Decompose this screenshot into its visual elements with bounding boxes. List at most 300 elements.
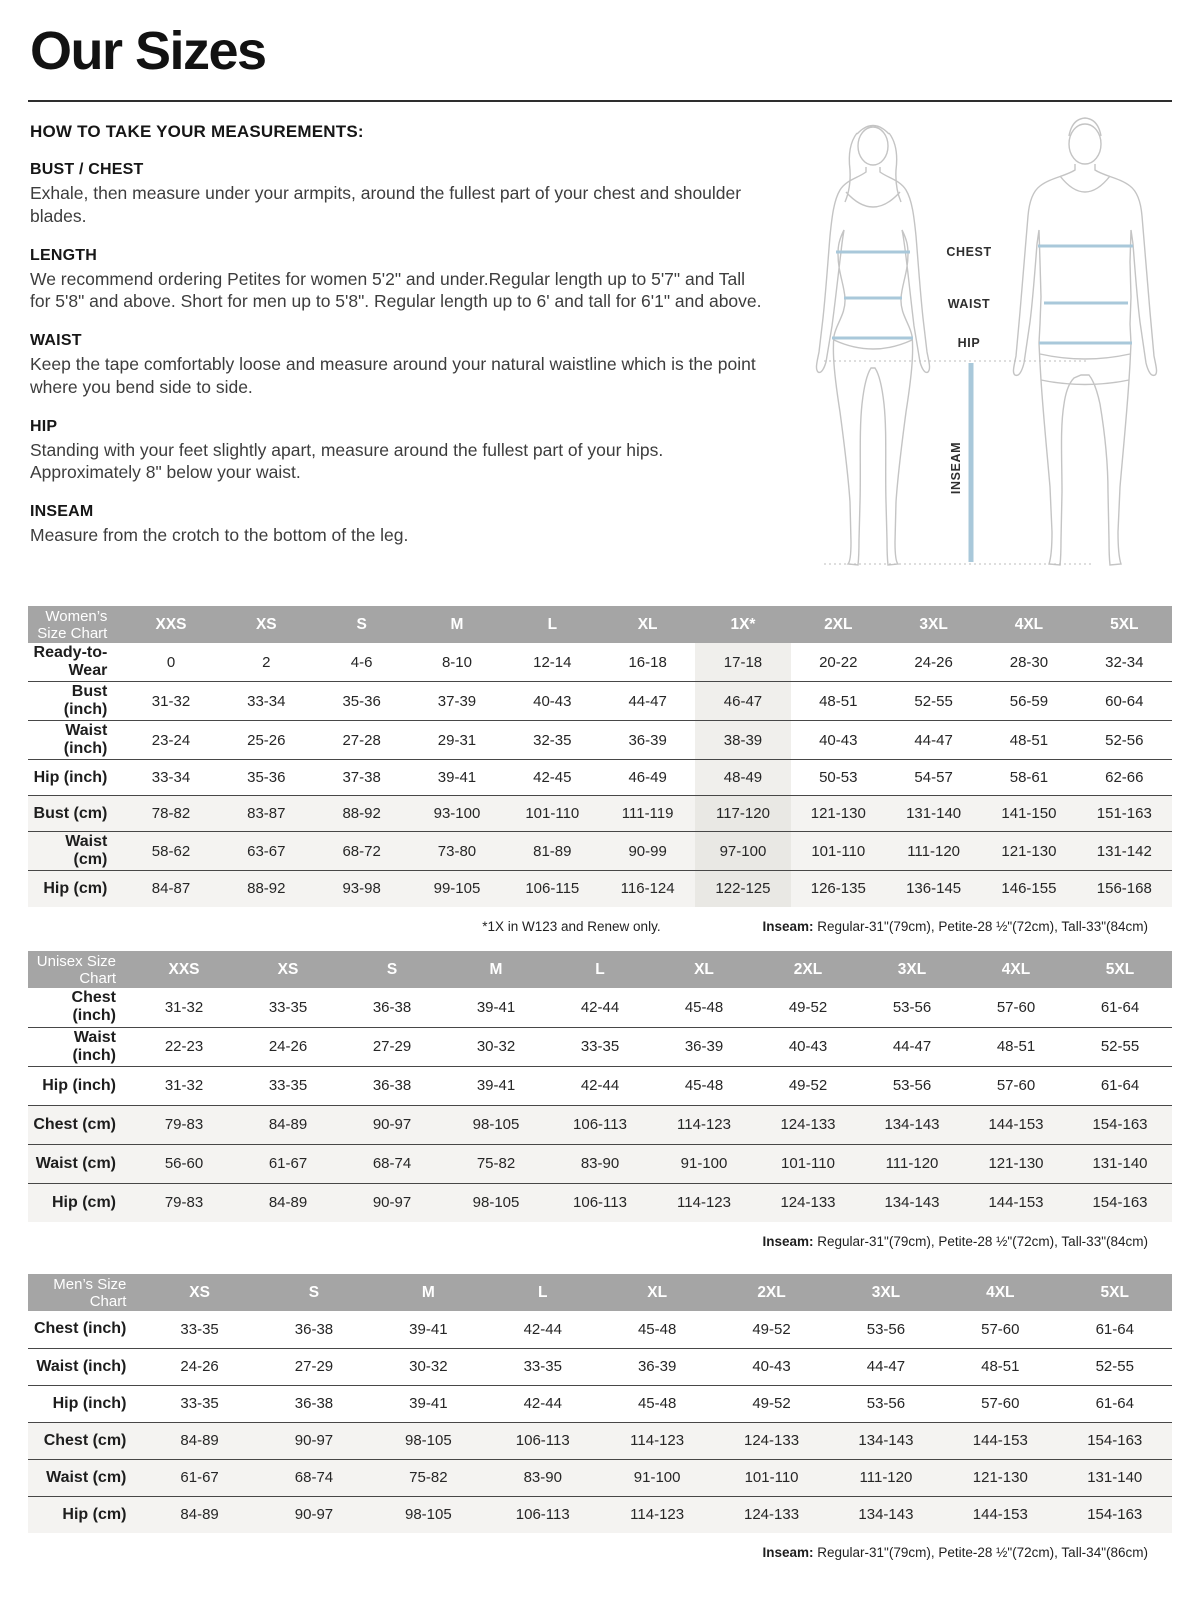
- size-col-header: M: [371, 1274, 485, 1311]
- size-cell: 39-41: [437, 769, 477, 786]
- size-cell: 114-123: [677, 1116, 731, 1133]
- table-row: [28, 643, 1172, 682]
- header-row: [28, 606, 1172, 643]
- size-cell: 27-29: [372, 1038, 412, 1055]
- size-cell: 39-41: [476, 998, 516, 1016]
- size-col-header: S: [314, 606, 409, 643]
- size-cell: 52-55: [1100, 1038, 1140, 1055]
- size-cell: 33-34: [247, 692, 286, 710]
- size-cell: 111-120: [859, 1469, 913, 1486]
- size-cell: 114-123: [677, 1194, 731, 1212]
- size-cell: 48-51: [996, 1038, 1036, 1055]
- size-cell: 62-66: [1105, 769, 1144, 786]
- size-cell: 27-29: [294, 1358, 334, 1375]
- row-label: Waist (inch): [63, 722, 108, 757]
- size-cell: 42-44: [580, 1077, 620, 1094]
- size-cell: 52-56: [1105, 731, 1144, 749]
- size-col-header: 4XL: [981, 606, 1076, 643]
- size-cell: 99-105: [433, 880, 481, 898]
- size-cell: 31-32: [164, 1077, 204, 1094]
- table-row: [28, 988, 1172, 1027]
- size-cell: 90-99: [628, 842, 667, 860]
- size-cell: 58-61: [1009, 769, 1049, 786]
- size-cell: 63-67: [247, 842, 286, 860]
- size-cell: 2: [262, 653, 271, 671]
- row-label: Waist (inch): [36, 1357, 127, 1375]
- size-col-header: 3XL: [860, 951, 964, 988]
- size-table-head: [28, 1274, 1172, 1311]
- section-title-bust-chest: BUST / CHEST: [30, 161, 144, 178]
- size-cell: 144-153: [988, 1194, 1044, 1212]
- measurement-diagram: [788, 112, 1160, 574]
- size-table: [28, 606, 1172, 907]
- row-label: Hip (inch): [42, 1076, 116, 1094]
- table-row: [28, 1144, 1172, 1183]
- woman-figure-outline: [816, 126, 929, 566]
- size-cell: 144-153: [988, 1116, 1044, 1133]
- size-col-header: 5XL: [1068, 951, 1172, 988]
- size-cell: 124-133: [780, 1194, 836, 1212]
- size-cell: 33-35: [580, 1038, 620, 1055]
- size-cell: 106-113: [573, 1116, 627, 1133]
- size-col-header: XXS: [123, 606, 218, 643]
- size-cell: 131-140: [906, 805, 962, 822]
- size-cell: 136-145: [906, 880, 962, 898]
- size-cell: 32-35: [533, 731, 572, 749]
- size-cell: 42-45: [533, 769, 572, 786]
- row-label: Bust (inch): [63, 683, 108, 718]
- size-cell: 33-35: [180, 1320, 219, 1338]
- size-cell: 27-28: [342, 731, 381, 749]
- size-cell: 126-135: [810, 880, 866, 898]
- size-cell: 98-105: [472, 1116, 520, 1133]
- size-cell: 36-38: [372, 998, 412, 1016]
- mens-size-chart: [28, 1274, 1172, 1565]
- size-cell: 131-140: [1092, 1155, 1148, 1172]
- row-label: Waist (cm): [46, 1468, 127, 1486]
- size-cell: 24-26: [268, 1038, 308, 1055]
- table-row: [28, 796, 1172, 832]
- size-cell: 61-64: [1100, 998, 1140, 1016]
- size-cell: 79-83: [164, 1116, 204, 1133]
- size-table: [28, 1274, 1172, 1533]
- size-cell: 84-87: [151, 880, 191, 898]
- size-cell: 84-89: [180, 1432, 219, 1449]
- size-cell: 36-38: [294, 1395, 334, 1412]
- footnote-asterisk-note: *1X in W123 and Renew only.: [482, 918, 661, 934]
- size-col-header: XL: [600, 606, 695, 643]
- row-label: Chest (inch): [33, 1320, 127, 1338]
- title-divider: [28, 100, 1172, 102]
- size-cell: 154-163: [1092, 1194, 1148, 1212]
- size-cell: 44-47: [892, 1038, 932, 1055]
- size-col-header: XS: [142, 1274, 256, 1311]
- section-body-bust-chest: Exhale, then measure under your armpits, around the fullest part of your chest and shoulder blades.: [30, 183, 742, 226]
- table-row: [28, 1348, 1172, 1385]
- size-cell: 32-34: [1105, 653, 1144, 671]
- size-cell: 45-48: [684, 998, 724, 1016]
- size-cell: 57-60: [981, 1395, 1020, 1412]
- size-cell: 61-64: [1095, 1395, 1134, 1412]
- size-col-header: 4XL: [943, 1274, 1057, 1311]
- chest-label: CHEST: [946, 245, 992, 259]
- size-cell: 144-153: [972, 1432, 1028, 1449]
- table-row: [28, 1459, 1172, 1496]
- size-cell: 36-38: [294, 1320, 334, 1338]
- size-col-header: S: [340, 951, 444, 988]
- size-cell: 154-163: [1087, 1506, 1143, 1524]
- size-cell: 22-23: [164, 1038, 204, 1055]
- table-row: [28, 1105, 1172, 1144]
- size-cell: 83-87: [247, 805, 286, 822]
- size-cell: 40-43: [788, 1038, 828, 1055]
- size-cell: 79-83: [164, 1194, 204, 1212]
- table-footnote: [28, 919, 1172, 939]
- row-label: Ready-to-Wear: [33, 644, 108, 679]
- size-cell: 36-38: [372, 1077, 412, 1094]
- size-cell: 101-110: [744, 1469, 799, 1486]
- size-cell: 20-22: [819, 653, 858, 671]
- size-cell: 46-47: [695, 682, 790, 721]
- row-label: Hip (inch): [33, 768, 108, 786]
- size-cell: 83-90: [523, 1469, 562, 1486]
- size-cell: 75-82: [409, 1469, 448, 1486]
- size-cell: 8-10: [441, 653, 472, 671]
- size-cell: 101-110: [811, 842, 866, 860]
- size-cell: 28-30: [1009, 653, 1049, 671]
- section-body-length: We recommend ordering Petites for women 5'2" and under.Regular length up to 5'7" and Tall for 5'8" and above. Short for men up to 5'8". Regular length up to 6' and tall for 6'1" and above.: [30, 268, 762, 312]
- size-col-header: M: [444, 951, 548, 988]
- size-cell: 30-32: [476, 1038, 516, 1055]
- size-cell: 68-74: [294, 1469, 334, 1486]
- measurement-instructions: [30, 122, 770, 547]
- size-col-header: 1X*: [695, 606, 790, 643]
- size-cell: 121-130: [810, 805, 866, 822]
- size-cell: 84-89: [180, 1506, 219, 1524]
- row-label: Hip (inch): [52, 1394, 127, 1412]
- size-cell: 33-34: [151, 769, 191, 786]
- section-body-hip: Standing with your feet slightly apart, measure around the fullest part of your hips. Approximately 8" below your waist.: [30, 439, 664, 483]
- size-cell: 141-150: [1001, 805, 1057, 822]
- size-cell: 48-51: [819, 692, 858, 710]
- size-cell: 90-97: [372, 1116, 412, 1133]
- size-cell: 48-51: [981, 1358, 1020, 1375]
- section-title-waist: WAIST: [30, 332, 82, 349]
- size-cell: 131-140: [1087, 1469, 1143, 1486]
- size-cell: 23-24: [151, 731, 191, 749]
- footnote-inseam-label: Inseam:: [762, 918, 814, 934]
- size-cell: 93-100: [433, 805, 481, 822]
- table-row: [28, 721, 1172, 760]
- size-cell: 93-98: [342, 880, 381, 898]
- size-cell: 106-113: [515, 1432, 570, 1449]
- size-col-header: L: [548, 951, 652, 988]
- size-col-header: 5XL: [1058, 1274, 1172, 1311]
- size-cell: 111-120: [907, 842, 961, 860]
- row-label: Hip (cm): [62, 1505, 127, 1523]
- size-cell: 73-80: [437, 842, 477, 860]
- size-cell: 54-57: [914, 769, 953, 786]
- size-col-header: 4XL: [964, 951, 1068, 988]
- size-cell: 60-64: [1105, 692, 1144, 710]
- size-cell: 53-56: [866, 1320, 906, 1338]
- size-cell: 114-123: [630, 1506, 685, 1524]
- size-cell: 49-52: [752, 1320, 791, 1338]
- footnote-inseam-label: Inseam:: [762, 1545, 814, 1560]
- size-cell: 31-32: [151, 692, 191, 710]
- size-cell: 39-41: [476, 1077, 516, 1094]
- table-row: [28, 1422, 1172, 1459]
- size-cell: 33-35: [268, 1077, 308, 1094]
- size-cell: 88-92: [247, 880, 286, 898]
- footnote-inseam-note: Inseam: Regular-31"(79cm), Petite-28 ½"(72cm), Tall-34"(86cm): [762, 1545, 1148, 1560]
- section-title-inseam: INSEAM: [30, 503, 94, 520]
- size-cell: 58-62: [151, 842, 191, 860]
- section-title-length: LENGTH: [30, 246, 97, 264]
- size-cell: 48-51: [1009, 731, 1049, 749]
- size-cell: 154-163: [1087, 1432, 1143, 1449]
- size-col-header: M: [409, 606, 504, 643]
- section-body-waist: Keep the tape comfortably loose and measure around your natural waistline which is the point where you bend side to side.: [30, 354, 756, 397]
- size-cell: 31-32: [164, 998, 204, 1016]
- row-label: Chest (cm): [43, 1431, 127, 1449]
- size-cell: 57-60: [996, 998, 1036, 1016]
- body-measurement-illustration: [788, 112, 1160, 574]
- size-cell: 83-90: [580, 1155, 620, 1172]
- size-cell: 50-53: [819, 769, 858, 786]
- size-cell: 61-67: [268, 1155, 308, 1172]
- size-cell: 84-89: [268, 1194, 308, 1212]
- row-label: Chest (cm): [33, 1115, 116, 1133]
- size-cell: 122-125: [695, 871, 790, 907]
- table-title-cell: Women’s Size Chart: [28, 606, 123, 643]
- table-title-cell: Men’s Size Chart: [28, 1274, 142, 1311]
- size-cell: 57-60: [981, 1320, 1020, 1338]
- size-cell: 68-74: [372, 1155, 412, 1172]
- header-row: [28, 1274, 1172, 1311]
- size-col-header: XXS: [132, 951, 236, 988]
- size-cell: 39-41: [409, 1320, 448, 1338]
- footnote-inseam-label: Inseam:: [762, 1234, 814, 1249]
- table-row: [28, 871, 1172, 907]
- size-cell: 42-44: [523, 1320, 562, 1338]
- size-cell: 49-52: [752, 1395, 791, 1412]
- measurement-lines: [832, 246, 1133, 562]
- size-cell: 56-60: [164, 1155, 204, 1172]
- size-cell: 97-100: [695, 832, 790, 871]
- size-col-header: XS: [219, 606, 314, 643]
- size-cell: 114-123: [630, 1432, 685, 1449]
- size-col-header: XL: [600, 1274, 714, 1311]
- size-cell: 154-163: [1092, 1116, 1148, 1133]
- header-row: [28, 951, 1172, 988]
- size-cell: 134-143: [884, 1116, 940, 1133]
- instructions-heading: HOW TO TAKE YOUR MEASUREMENTS:: [30, 122, 364, 141]
- section-title-hip: HIP: [30, 417, 58, 435]
- table-row: [28, 1066, 1172, 1105]
- size-cell: 134-143: [858, 1506, 914, 1524]
- footnote-inseam-note: Inseam: Regular-31"(79cm), Petite-28 ½"(72cm), Tall-33"(84cm): [762, 1234, 1148, 1249]
- size-cell: 61-64: [1100, 1077, 1140, 1094]
- size-cell: 131-142: [1096, 842, 1152, 860]
- row-label: Bust (cm): [33, 804, 108, 822]
- table-row: [28, 1027, 1172, 1066]
- size-cell: 53-56: [866, 1395, 906, 1412]
- size-col-header: 2XL: [791, 606, 886, 643]
- size-col-header: 5XL: [1077, 606, 1172, 643]
- size-cell: 81-89: [533, 842, 572, 860]
- table-footnote: [28, 1545, 1172, 1565]
- size-col-header: 3XL: [886, 606, 981, 643]
- size-cell: 0: [166, 653, 176, 671]
- size-cell: 111-119: [621, 805, 674, 822]
- table-row: [28, 1311, 1172, 1348]
- size-cell: 106-113: [515, 1506, 570, 1524]
- footnote-inseam-note: Inseam: Regular-31"(79cm), Petite-28 ½"(72cm), Tall-33"(84cm): [762, 918, 1148, 934]
- size-cell: 101-110: [781, 1155, 835, 1172]
- size-col-header: 2XL: [714, 1274, 828, 1311]
- size-cell: 52-55: [1095, 1358, 1134, 1375]
- size-cell: 40-43: [533, 692, 572, 710]
- size-cell: 84-89: [268, 1116, 308, 1133]
- size-cell: 16-18: [628, 653, 667, 671]
- size-cell: 117-120: [695, 796, 790, 832]
- size-cell: 45-48: [684, 1077, 724, 1094]
- size-col-header: 2XL: [756, 951, 860, 988]
- size-cell: 151-163: [1096, 805, 1152, 822]
- size-col-header: S: [257, 1274, 371, 1311]
- size-cell: 45-48: [637, 1395, 677, 1412]
- size-cell: 4-6: [350, 653, 373, 671]
- size-cell: 24-26: [180, 1358, 219, 1375]
- size-cell: 48-49: [695, 760, 790, 796]
- table-row: [28, 1183, 1172, 1222]
- size-cell: 98-105: [405, 1432, 452, 1449]
- size-cell: 12-14: [533, 653, 572, 671]
- size-cell: 36-39: [637, 1358, 677, 1375]
- inseam-label: INSEAM: [949, 441, 963, 495]
- size-cell: 121-130: [1001, 842, 1057, 860]
- page-title: Our Sizes: [30, 21, 266, 81]
- row-label: Chest (inch): [71, 989, 116, 1025]
- section-body-inseam: Measure from the crotch to the bottom of the leg.: [30, 525, 409, 545]
- size-cell: 121-130: [988, 1155, 1044, 1172]
- size-cell: 90-97: [294, 1432, 334, 1449]
- unisex-size-chart: [28, 951, 1172, 1254]
- size-cell: 35-36: [342, 692, 381, 710]
- size-cell: 111-120: [885, 1155, 939, 1172]
- size-cell: 36-39: [684, 1038, 724, 1055]
- size-cell: 91-100: [680, 1155, 728, 1172]
- table-row: [28, 760, 1172, 796]
- size-cell: 42-44: [580, 998, 620, 1016]
- size-col-header: XL: [652, 951, 756, 988]
- size-cell: 124-133: [744, 1432, 800, 1449]
- size-cell: 88-92: [342, 805, 381, 822]
- size-cell: 75-82: [476, 1155, 516, 1172]
- size-cell: 90-97: [372, 1194, 412, 1212]
- table-row: [28, 832, 1172, 871]
- size-cell: 35-36: [247, 769, 286, 786]
- table-title-cell: Unisex Size Chart: [28, 951, 132, 988]
- size-cell: 98-105: [472, 1194, 520, 1212]
- size-cell: 98-105: [405, 1506, 452, 1524]
- size-cell: 40-43: [819, 731, 858, 749]
- table-row: [28, 682, 1172, 721]
- size-cell: 37-38: [342, 769, 381, 786]
- size-cell: 124-133: [780, 1116, 836, 1133]
- size-table-head: [28, 606, 1172, 643]
- size-table: [28, 951, 1172, 1222]
- size-cell: 52-55: [914, 692, 953, 710]
- table-row: [28, 1496, 1172, 1533]
- size-cell: 78-82: [151, 805, 191, 822]
- size-cell: 46-49: [628, 769, 667, 786]
- size-col-header: L: [505, 606, 600, 643]
- size-cell: 33-35: [523, 1358, 562, 1375]
- size-cell: 42-44: [523, 1395, 562, 1412]
- size-cell: 49-52: [788, 1077, 828, 1094]
- size-cell: 124-133: [744, 1506, 800, 1524]
- size-cell: 91-100: [633, 1469, 681, 1486]
- size-cell: 134-143: [884, 1194, 940, 1212]
- size-cell: 134-143: [858, 1432, 914, 1449]
- size-cell: 24-26: [914, 653, 953, 671]
- hip-label: HIP: [957, 336, 981, 350]
- size-table-head: [28, 951, 1172, 988]
- row-label: Hip (cm): [43, 879, 108, 897]
- size-cell: 144-153: [972, 1506, 1028, 1524]
- size-cell: 106-115: [525, 880, 580, 898]
- size-table-body: [28, 988, 1172, 1222]
- size-cell: 30-32: [409, 1358, 448, 1375]
- row-label: Waist (cm): [35, 1154, 116, 1172]
- size-cell: 33-35: [268, 998, 308, 1016]
- size-cell: 156-168: [1096, 880, 1152, 898]
- size-cell: 44-47: [628, 692, 667, 710]
- size-cell: 37-39: [437, 692, 477, 710]
- size-cell: 49-52: [788, 998, 828, 1016]
- size-cell: 146-155: [1001, 880, 1057, 898]
- size-cell: 39-41: [409, 1395, 448, 1412]
- size-cell: 44-47: [914, 731, 953, 749]
- row-label: Hip (cm): [52, 1193, 116, 1211]
- size-cell: 106-113: [573, 1194, 627, 1212]
- waist-label: WAIST: [947, 297, 991, 311]
- size-cell: 101-110: [525, 805, 580, 822]
- size-cell: 53-56: [892, 1077, 932, 1094]
- size-cell: 90-97: [294, 1506, 334, 1524]
- size-cell: 68-72: [342, 842, 381, 860]
- size-cell: 45-48: [637, 1320, 677, 1338]
- table-row: [28, 1385, 1172, 1422]
- size-table-body: [28, 1311, 1172, 1533]
- size-cell: 36-39: [628, 731, 667, 749]
- size-table-body: [28, 643, 1172, 907]
- row-label: Waist (inch): [72, 1028, 116, 1064]
- size-cell: 57-60: [996, 1077, 1036, 1094]
- size-cell: 61-64: [1095, 1320, 1134, 1338]
- size-cell: 44-47: [866, 1358, 906, 1375]
- row-label: Waist (cm): [65, 833, 108, 868]
- table-footnote: [28, 1234, 1172, 1254]
- size-col-header: L: [486, 1274, 600, 1311]
- womens-size-chart: [28, 606, 1172, 939]
- size-cell: 121-130: [972, 1469, 1028, 1486]
- size-col-header: 3XL: [829, 1274, 943, 1311]
- size-cell: 53-56: [892, 998, 932, 1016]
- size-cell: 33-35: [180, 1395, 219, 1412]
